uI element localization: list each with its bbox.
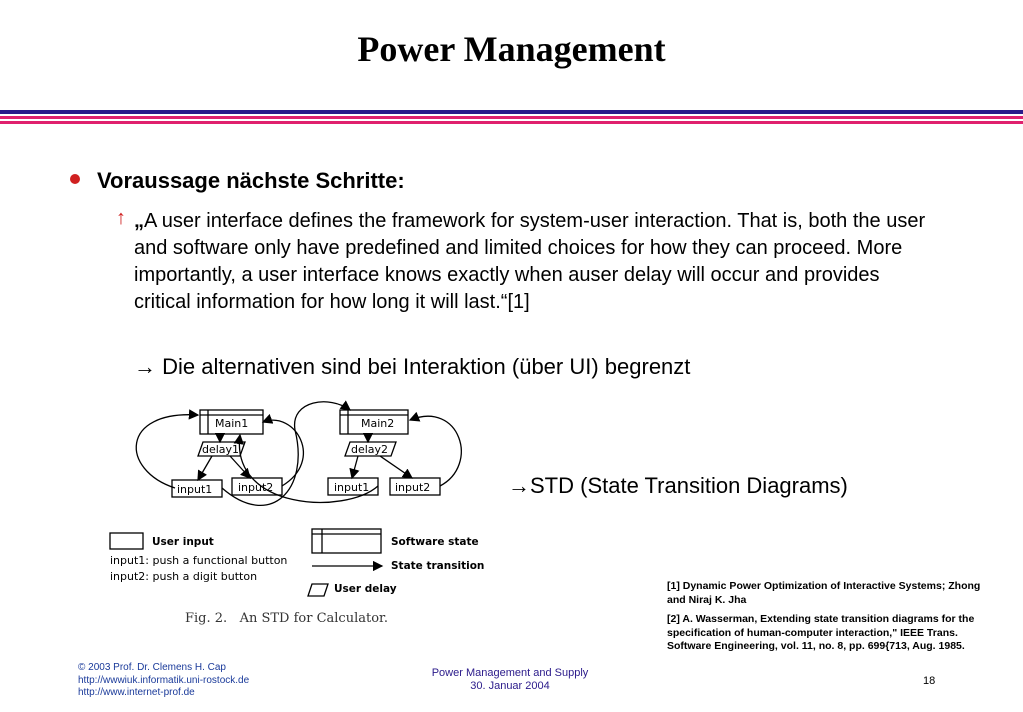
legend-user-input-box	[110, 533, 143, 549]
footer-talk-title: Power Management and Supply	[431, 667, 589, 679]
bullet-heading: Voraussage nächste Schritte:	[97, 168, 405, 193]
state-main2-label: Main2	[361, 417, 395, 430]
reference-1: [1] Dynamic Power Optimization of Interactive Systems; Zhong and Niraj K. Jha	[667, 580, 981, 606]
legend-state-transition-label: State transition	[391, 560, 485, 572]
header-rule-blue	[0, 110, 1023, 114]
slide-title: Power Management	[357, 29, 666, 69]
footer-url-2[interactable]: http://www.internet-prof.de	[78, 687, 195, 698]
delay1-label: delay1	[202, 443, 240, 456]
right-arrow-icon: →	[508, 473, 530, 498]
bullet-dot-icon	[70, 174, 80, 184]
legend-software-state-label: Software state	[391, 536, 479, 548]
input-label-4: input2	[395, 481, 431, 494]
quote-text	[134, 208, 934, 316]
input-label-3: input1	[334, 481, 370, 494]
reference-2: [2] A. Wasserman, Extending state transition diagrams for the specification of human-computer interaction," IEEE Trans. Software Engineering, vol. 11, no. 8, pp. 699{713, Aug. 1985.	[667, 613, 975, 652]
header-rule-pink-2	[0, 121, 1023, 124]
legend-user-delay-shape	[308, 584, 328, 596]
legend-input2-desc: input2: push a digit button	[110, 570, 258, 583]
legend-user-delay-label: User delay	[334, 583, 397, 595]
right-arrow-icon: →	[134, 354, 156, 379]
input-label-1: input1	[177, 483, 213, 496]
delay2-label: delay2	[351, 443, 389, 456]
conclusion-text: Die alternativen sind bei Interaktion (über UI) begrenzt	[162, 354, 691, 379]
footer-copyright: © 2003 Prof. Dr. Clemens H. Cap	[78, 662, 226, 673]
footer-url-1[interactable]: http://wwwiuk.informatik.uni-rostock.de	[78, 674, 250, 686]
state-main1-label: Main1	[215, 417, 249, 430]
std-line	[508, 473, 848, 499]
references	[667, 580, 997, 660]
footer-date: 30. Januar 2004	[470, 680, 550, 692]
conclusion-line	[134, 354, 690, 380]
footer-center	[400, 667, 620, 693]
std-text: STD (State Transition Diagrams)	[530, 473, 848, 498]
quote-body: A user interface defines the framework for system-user interaction. That is, both the user and software only have predefined and limited choices for how they can proceed. More importantly, a user interface knows exactly when auser delay will occur and provides critical information for how long it will last.“[1]	[134, 210, 926, 313]
sub-bullet-arrow-icon: ↑	[116, 207, 126, 229]
footer-left	[78, 662, 249, 700]
legend-user-input-label: User input	[152, 536, 214, 548]
page-number: 18	[923, 675, 936, 687]
legend-input1-desc: input1: push a functional button	[110, 554, 288, 567]
header-rule-pink-1	[0, 116, 1023, 119]
diagram-caption: Fig. 2. An STD for Calculator.	[185, 611, 388, 626]
quote-open-mark: „	[134, 210, 144, 232]
std-diagram	[100, 390, 500, 635]
input-label-2: input2	[238, 481, 274, 494]
